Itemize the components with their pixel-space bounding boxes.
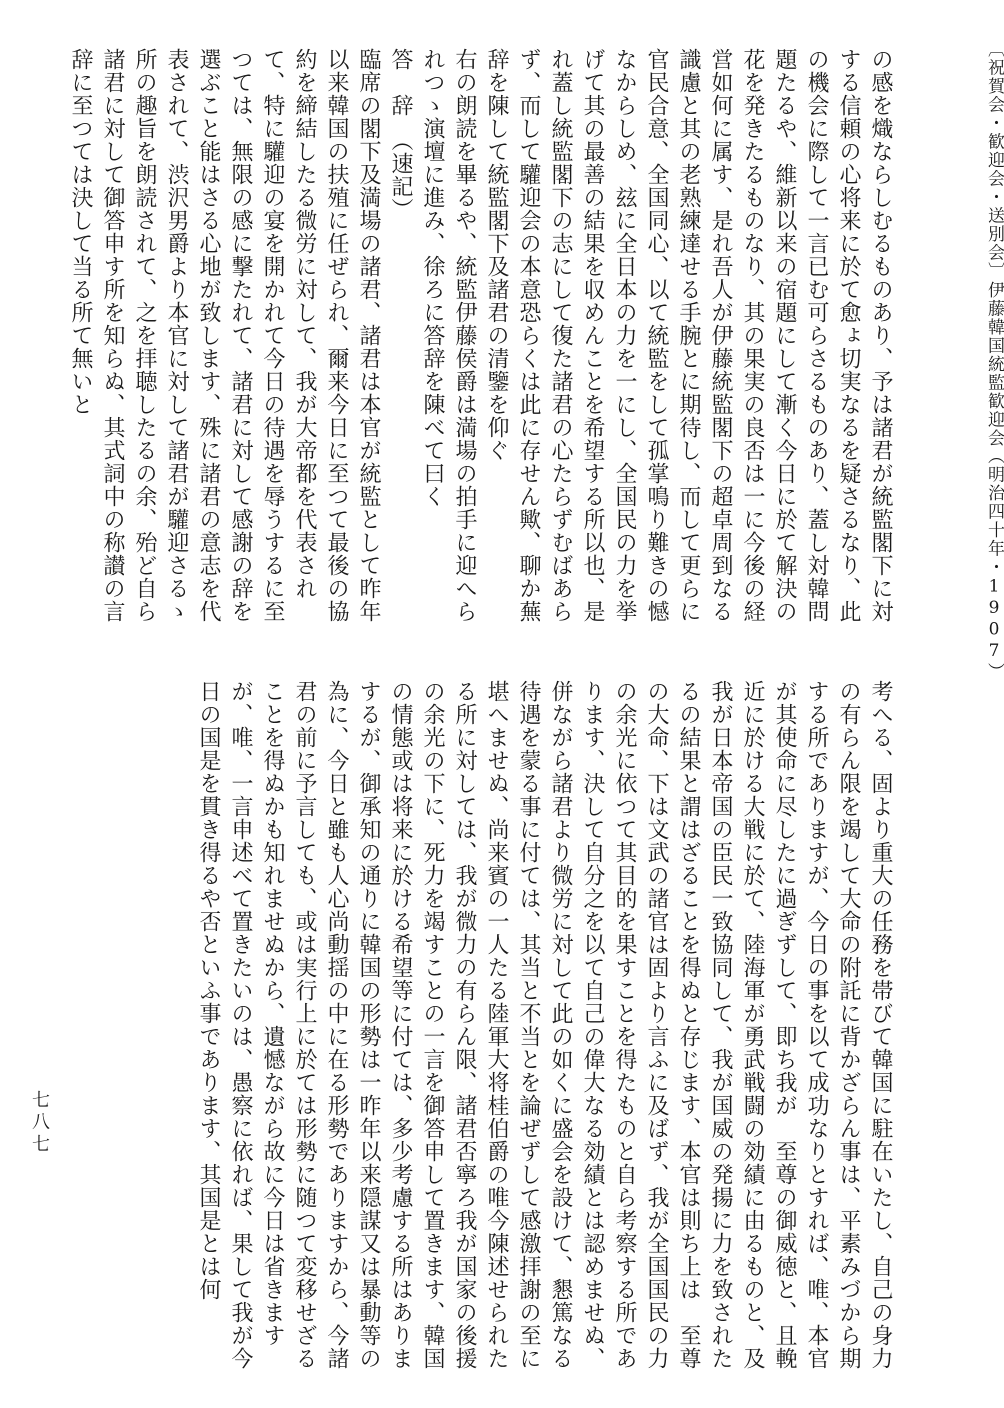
page-number: 七八七 bbox=[29, 1090, 50, 1156]
running-head bbox=[984, 40, 1004, 680]
running-head-event: 伊藤韓国統監歓迎会 bbox=[984, 280, 1004, 447]
congratulatory-address-continued: の感を熾ならしむるものあり、予は諸君が統監閣下に対する信頼の心将来に於て愈ょ切実なるを疑さるなり、此の機会に際して一言已む可らさるものあり、蓋し対韓問題たるや、維新以来の宿題にして漸く今日に於て解決の花を発きたるものなり、其の果実の良否は一に今後の経営如何に属す、是れ吾人が伊藤統監閣下の超卓周到なる識慮と其の老熟練達せる手腕とに期待し、而して更らに官民合意、全国同心、以て統監をして孤掌鳴り難きの憾なからしめ、玆に全日本の力を一にし、全国民の力を挙げて其の最善の結果を収めんことを希望する所以也、是れ蓋し統監閣下の志にして復た諸君の心たらずむばあらず、而して驩迎会の本意恐らくは此に存せん歟、聊か蕪辞を陳して統監閣下及諸君の清鑒を仰ぐ bbox=[484, 48, 893, 623]
bottom-text-block bbox=[96, 680, 896, 1376]
reply-speech-continued: 考へる、固より重大の任務を帯びて韓国に駐在いたし、自己の身力の有らん限を竭して大命の附託に背かざらん事は、平素みづから期する所でありますが、今日の事を以て成功なりとすれば、唯、本官が其使命に尽したに過ぎずして、即ち我が 至尊の御威徳と、且輓近に於ける大戦に於て、陸海軍が勇武戦闘の効績に由るものと、及我が日本帝国の臣民一致協同して、我が国威の発揚に力を致されたるの結果と謂はざることを得ぬと存じます、本官は則ち上は 至尊の大命、下は文武の諸官は固より言ふに及ばず、我が全国国民の力の余光に依つて其目的を果すことを得たものと自ら考察する所であります、決して自分之を以て自己の偉大なる効績とは認めませぬ、併ながら諸君より微労に対して此の如くに盛会を設けて、懇篤なる待遇を蒙る事に付ては、其当と不当とを論ぜずして感激拝謝の至に堪へませぬ、尚来賓の一人たる陸軍大将桂伯爵の唯今陳述せられたる所に対しては、我が微力の有らん限、諸君否寧ろ我が国家の後援の余光の下に、死力を竭すことの一言を御答申して置きます、韓国の情態或は将来に於ける希望等に付ては、多少考慮する所はありまするが、御承知の通りに韓国の形勢は一昨年以来隠謀又は暴動等の為に、今日と雖も人心尚動揺の中に在る形勢でありますから、今諸君の前に予言しても、或は実行上に於ては形勢に随つて変移せざることを得ぬかも知れませぬから、遺憾ながら故に今日は省きますが、唯、一言申述べて置きたいのは、愚察に依れば、果して我が今日の国是を貫き得るや否といふ事であります、其国是とは何 bbox=[196, 680, 893, 1370]
top-text-block bbox=[68, 48, 896, 628]
running-head-section: 〔祝賀会・歓迎会・送別会〕 bbox=[984, 40, 1004, 281]
reply-speech-paragraph: 臨席の閣下及満場の諸君、諸君は本官が統監として昨年以来韓国の扶殖に任ぜられ、爾来今日に至つて最後の協約を締結したる微労に対して、我が大帝都を代表されて、特に驩迎の宴を開かれて今日の待遇を辱うするに至つては、無限の感に撃たれて、諸君に対して感謝の辞を選ぶこと能はさる心地が致します、殊に諸君の意志を代表されて、渋沢男爵より本官に対して諸君が驩迎さるゝ所の趣旨を朗読されて、之を拝聴したるの余、殆ど自ら諸君に対して御答申す所を知らぬ、其式詞中の称讃の言辞に至つては決して当る所て無いと bbox=[68, 48, 381, 623]
running-head-year: （明治四十年・1907） bbox=[984, 447, 1004, 681]
reply-heading: 答 辞 （速記） bbox=[388, 48, 413, 221]
narration-paragraph: 右の朗読を畢るや、統監伊藤侯爵は満場の拍手に迎へられつゝ演壇に進み、徐ろに答辞を陳べて曰く bbox=[420, 48, 477, 623]
